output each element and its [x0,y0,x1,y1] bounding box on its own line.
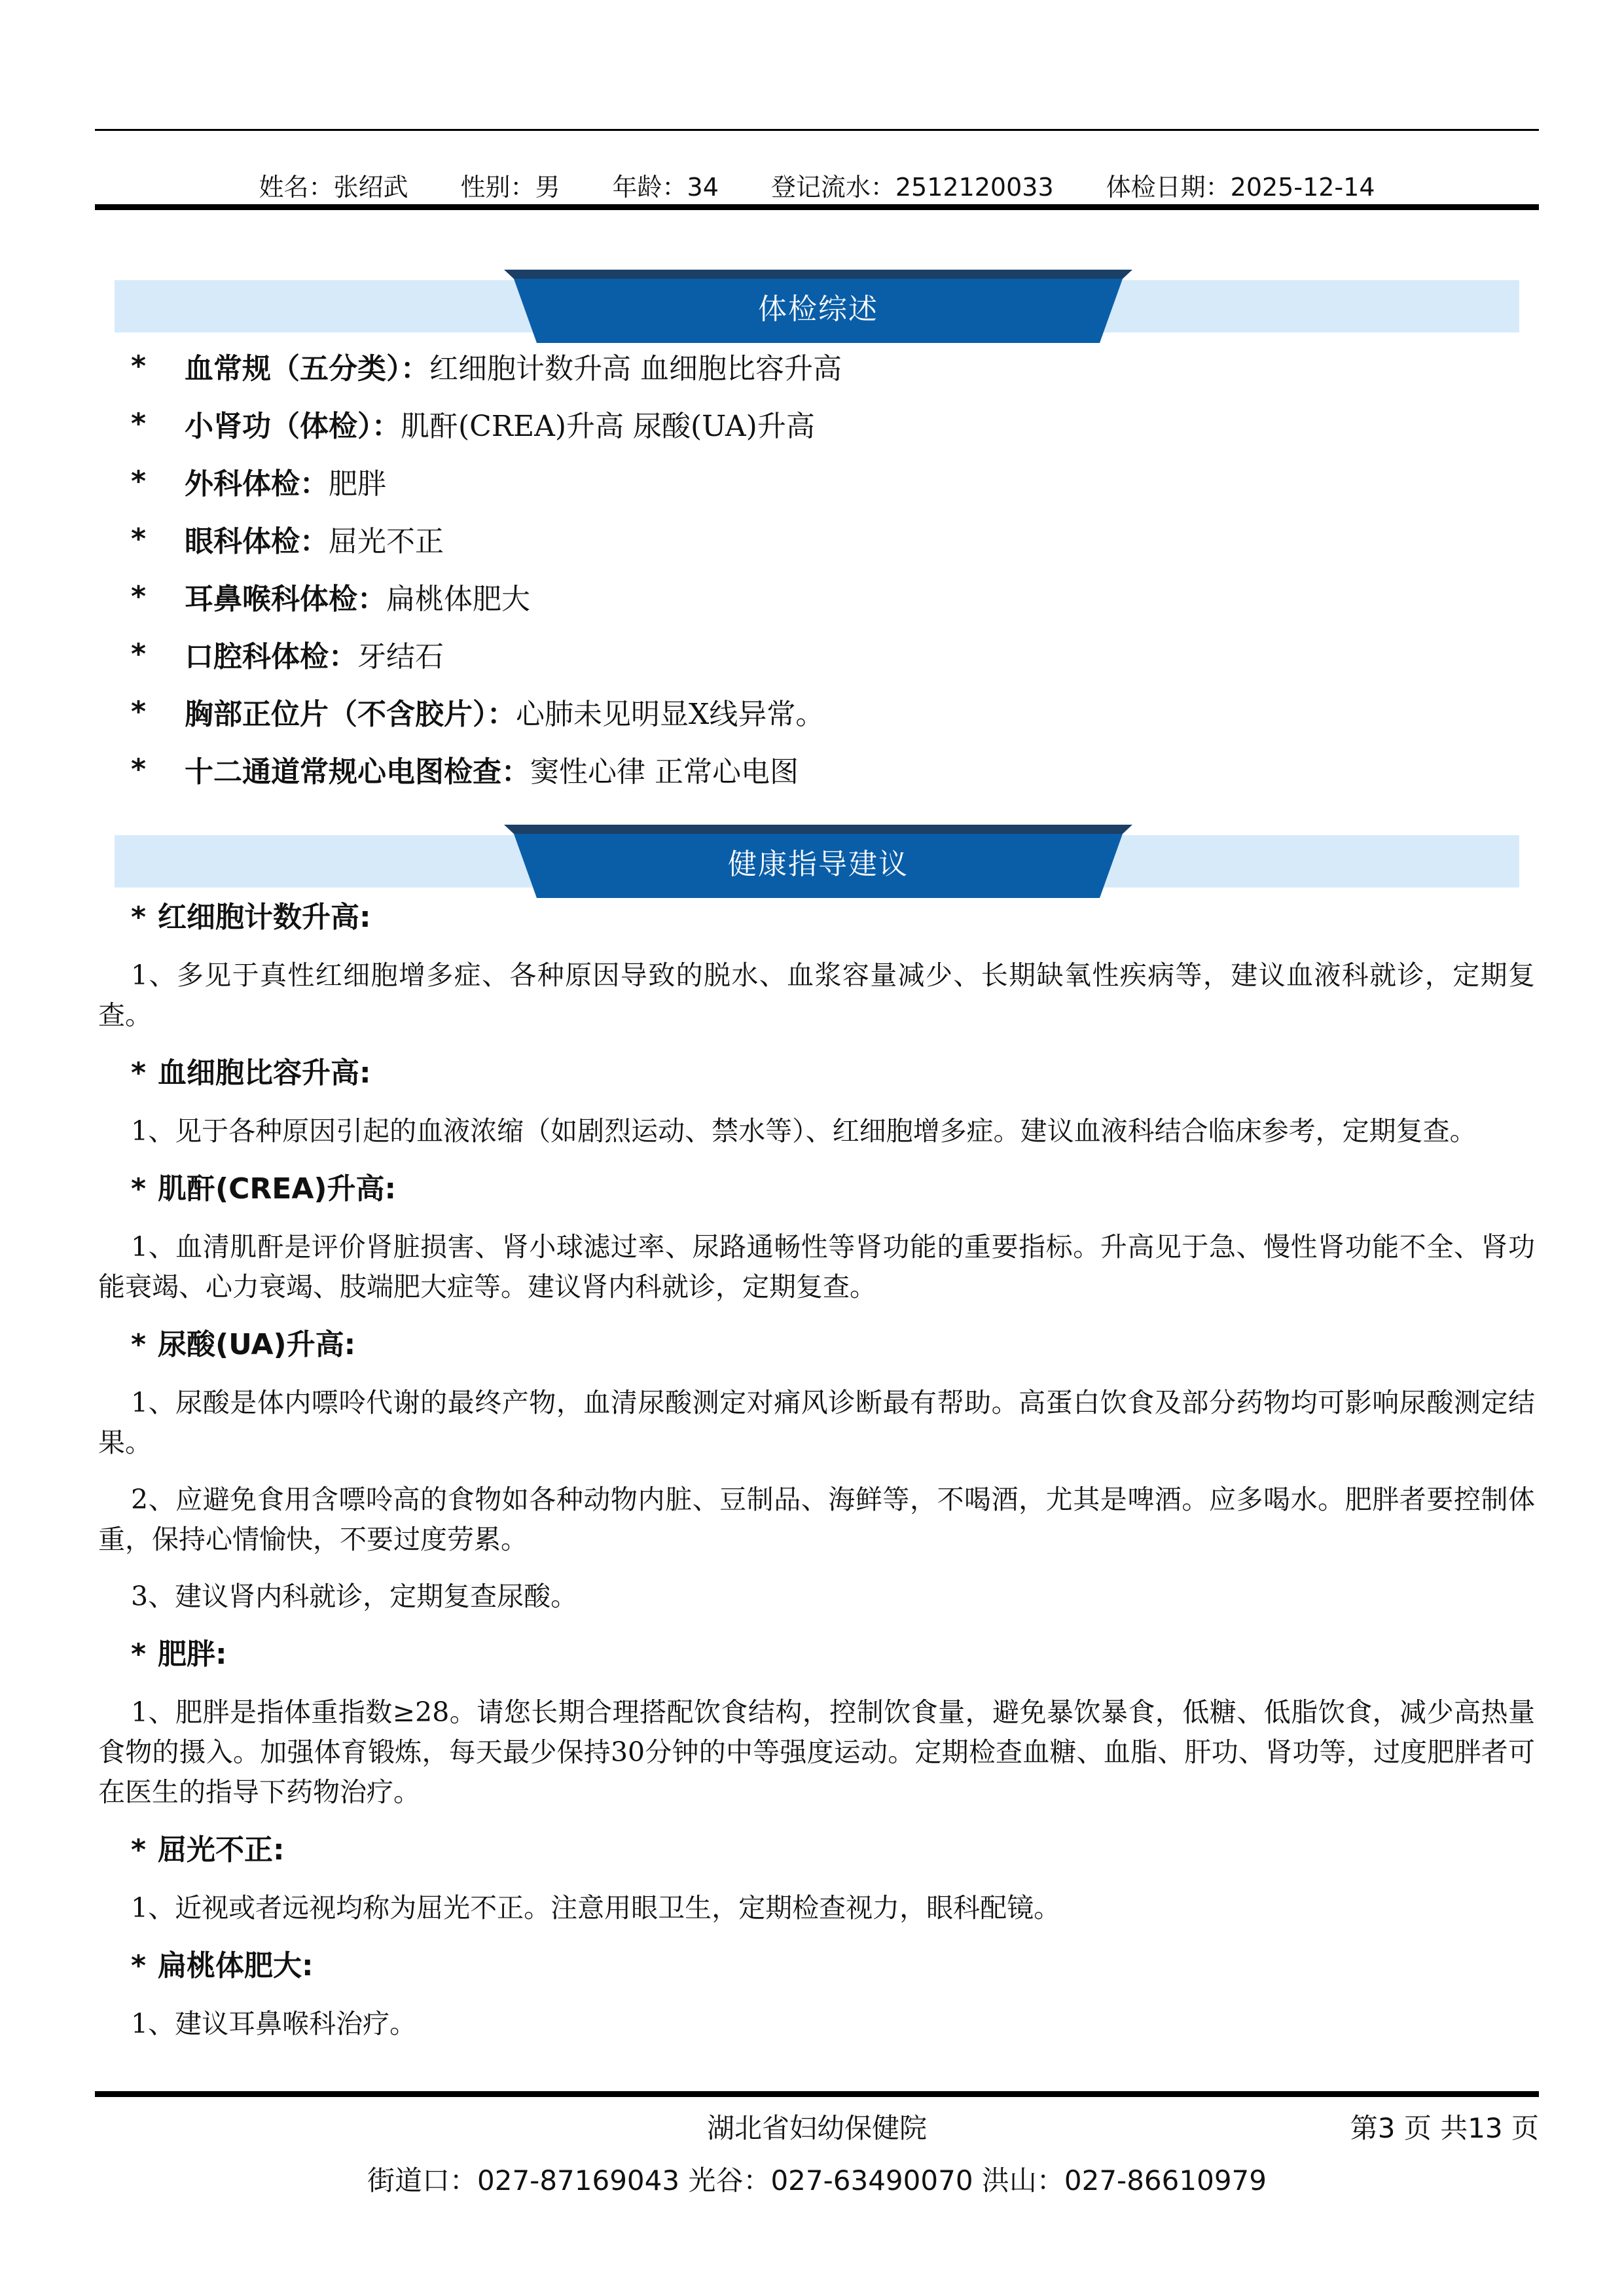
advice-heading-text: 扁桃体肥大: [158,1949,314,1982]
summary-item-value: 屈光不正 [329,525,444,558]
patient-age: 年龄：34 [612,172,719,202]
advice-block [98,1168,1535,1307]
summary-item [131,452,1506,510]
advice-heading [98,1324,1535,1366]
guidance-title: 健康指导建议 [728,848,909,881]
advice-block [98,1634,1535,1812]
patient-info-bar [95,165,1539,204]
summary-item-label: 眼科体检： [185,525,329,558]
bullet-star: * [131,1172,147,1206]
advice-paragraph: 1、建议耳鼻喉科治疗。 [131,2008,417,2039]
advice-block [98,1829,1535,1928]
advice-heading-text: 肌酐(CREA)升高: [158,1172,397,1206]
summary-item [131,567,1506,625]
bullet-star: * [131,694,147,728]
summary-item-label: 血常规（五分类）： [185,352,429,386]
summary-item [131,625,1506,683]
summary-title: 体检综述 [758,293,878,326]
header-top-rule [95,129,1539,131]
advice-paragraph: 1、尿酸是体内嘌呤代谢的最终产物，血清尿酸测定对痛风诊断最有帮助。高蛋白饮食及部分药物均可影响尿酸测定结果。 [98,1387,1535,1458]
advice-paragraph: 1、肥胖是指体重指数≥28。请您长期合理搭配饮食结构，控制饮食量，避免暴饮暴食，低糖、低脂饮食，减少高热量食物的摄入。加强体育锻炼，每天最少保持30分钟的中等强度运动。定期检查血糖、血脂、肝功、肾功等，过度肥胖者可在医生的指导下药物治疗。 [98,1696,1535,1808]
advice-block [98,1324,1535,1617]
advice-heading [98,1634,1535,1676]
bullet-star: * [131,637,147,671]
advice-heading-text: 肥胖: [158,1638,227,1671]
summary-item-value: 扁桃体肥大 [386,583,530,616]
patient-gender: 性别：男 [460,172,560,202]
summary-item-label: 口腔科体检： [185,640,357,673]
bullet-star: * [131,579,147,613]
advice-paragraph: 1、多见于真性红细胞增多症、各种原因导致的脱水、血浆容量减少、长期缺氧性疾病等，建议血液科就诊，定期复查。 [98,960,1535,1031]
bullet-star: * [131,1949,147,1982]
summary-item-label: 小肾功（体检）： [185,410,401,443]
advice-heading [98,897,1535,939]
summary-item-label: 十二通道常规心电图检查： [185,755,530,789]
advice-paragraph: 1、见于各种原因引起的血液浓缩（如剧烈运动、禁水等）、红细胞增多症。建议血液科结合临床参考，定期复查。 [131,1115,1477,1147]
header-bottom-rule [95,204,1539,210]
summary-item-value: 心肺未见明显X线异常。 [516,698,825,731]
advice-heading [98,1945,1535,1987]
bullet-star: * [131,406,147,440]
advice-block [98,1052,1535,1151]
advice-heading-text: 屈光不正: [158,1833,285,1867]
summary-item [131,683,1506,740]
bullet-star: * [131,901,147,934]
bullet-star: * [131,1328,147,1361]
guidance-content [98,897,1535,2061]
patient-name: 姓名：张绍武 [259,172,408,202]
bullet-star: * [131,1056,147,1090]
advice-heading-text: 血细胞比容升高: [158,1056,371,1090]
summary-item [131,740,1506,798]
summary-item-label: 胸部正位片（不含胶片）： [185,698,516,731]
summary-item-label: 耳鼻喉科体检： [185,583,386,616]
guidance-section-banner [115,825,1519,888]
registration-number: 登记流水：2512120033 [770,172,1054,202]
advice-heading-text: 尿酸(UA)升高: [158,1328,356,1361]
advice-block [98,897,1535,1035]
bullet-star: * [131,1833,147,1867]
advice-paragraph: 1、近视或者远视均称为屈光不正。注意用眼卫生，定期检查视力，眼科配镜。 [131,1892,1061,1924]
summary-item [131,337,1506,395]
advice-paragraph: 3、建议肾内科就诊，定期复查尿酸。 [131,1581,578,1612]
summary-section-banner [115,270,1519,332]
advice-paragraph: 1、血清肌酐是评价肾脏损害、肾小球滤过率、尿路通畅性等肾功能的重要指标。升高见于急、慢性肾功能不全、肾功能衰竭、心力衰竭、肢端肥大症等。建议肾内科就诊，定期复查。 [98,1231,1535,1302]
footer-organization: 湖北省妇幼保健院 [706,2112,927,2144]
summary-item [131,395,1506,452]
bullet-star: * [131,349,147,383]
page-indicator: 第3 页 共13 页 [1350,2112,1539,2144]
advice-heading [98,1052,1535,1094]
summary-item-value: 肌酐(CREA)升高 尿酸(UA)升高 [401,410,815,443]
advice-heading [98,1168,1535,1210]
exam-date: 体检日期：2025-12-14 [1106,172,1375,202]
bullet-star: * [131,522,147,556]
summary-item-value: 红细胞计数升高 血细胞比容升高 [429,352,842,386]
advice-heading [98,1829,1535,1871]
advice-paragraph: 2、应避免食用含嘌呤高的食物如各种动物内脏、豆制品、海鲜等，不喝酒，尤其是啤酒。应多喝水。肥胖者要控制体重，保持心情愉快，不要过度劳累。 [98,1484,1535,1555]
summary-item-label: 外科体检： [185,467,329,501]
summary-item-value: 肥胖 [329,467,386,501]
bullet-star: * [131,464,147,498]
summary-item [131,510,1506,567]
summary-item-value: 窦性心律 正常心电图 [530,755,799,789]
advice-heading-text: 红细胞计数升高: [158,901,371,934]
footer-phones: 街道口：027-87169043 光谷：027-63490070 洪山：027-86610979 [367,2164,1267,2197]
bullet-star: * [131,752,147,786]
summary-item-value: 牙结石 [357,640,444,673]
summary-list [131,337,1506,798]
advice-block [98,1945,1535,2044]
footer-rule [95,2091,1539,2097]
bullet-star: * [131,1638,147,1671]
